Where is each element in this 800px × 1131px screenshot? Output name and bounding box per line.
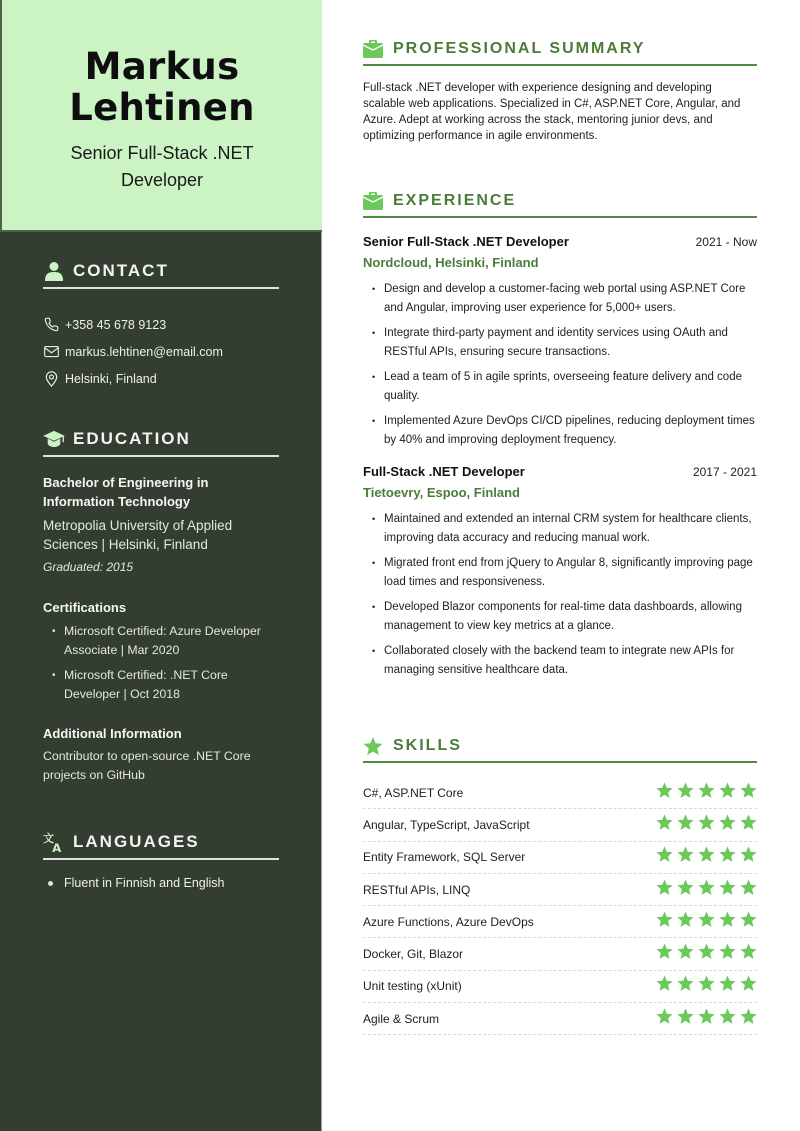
location-pin-icon xyxy=(43,371,59,387)
star-icon xyxy=(719,814,736,836)
skill-name: Entity Framework, SQL Server xyxy=(363,850,526,865)
star-icon xyxy=(656,911,673,933)
summary-section xyxy=(363,38,757,144)
contact-section xyxy=(43,259,279,392)
phone-icon xyxy=(43,317,59,333)
skill-name: Docker, Git, Blazor xyxy=(363,947,464,962)
job-company: Nordcloud, Helsinki, Finland xyxy=(363,255,539,270)
star-icon xyxy=(677,911,694,933)
star-icon xyxy=(363,736,383,756)
job-bullet: • Collaborated closely with the backend team to integrate new APIs for managing sensitive healthcare data. xyxy=(363,642,757,680)
star-icon xyxy=(698,975,715,997)
job-dates: 2017 - 2021 xyxy=(692,465,757,479)
skill-row xyxy=(363,971,757,1003)
job-bullet: • Maintained and extended an internal CRM system for healthcare clients, improving data accuracy and reducing manual work. xyxy=(363,510,757,548)
skill-row xyxy=(363,906,757,938)
skill-row xyxy=(363,938,757,970)
name-first: Markus xyxy=(84,45,240,88)
language-item: Fluent in Finnish and English xyxy=(43,876,279,890)
star-icon xyxy=(719,1008,736,1030)
name-header xyxy=(0,0,322,232)
skill-rating xyxy=(656,911,757,933)
certification-item: • Microsoft Certified: .NET Core Developer | Oct 2018 xyxy=(43,666,279,704)
job-header xyxy=(363,234,757,249)
star-icon xyxy=(740,943,757,965)
star-icon xyxy=(740,975,757,997)
skill-rating xyxy=(656,846,757,868)
contact-list xyxy=(43,311,279,392)
education-heading xyxy=(43,427,279,457)
skill-row xyxy=(363,842,757,874)
star-icon xyxy=(740,814,757,836)
summary-heading xyxy=(363,38,757,66)
job-bullet: • Migrated front end from jQuery to Angular 8, significantly improving page load times and responsiveness. xyxy=(363,554,757,592)
skill-name: Azure Functions, Azure DevOps xyxy=(363,914,534,929)
contact-heading-label: CONTACT xyxy=(73,261,169,280)
star-icon xyxy=(677,1008,694,1030)
star-icon xyxy=(677,975,694,997)
star-icon xyxy=(677,846,694,868)
star-icon xyxy=(698,1008,715,1030)
job-bullet: • Implemented Azure DevOps CI/CD pipelines, reducing deployment times by 40% and improving deployment frequency. xyxy=(363,412,757,450)
star-icon xyxy=(677,814,694,836)
job-title: Senior Full-Stack .NET Developer xyxy=(363,234,569,249)
experience-heading xyxy=(363,190,757,218)
summary-text: Full-stack .NET developer with experience designing and developing scalable web applications. Specialized in C#, ASP.NET Core, Angular, and Azure. Adept at working across the stack, mentoring junior devs, and optimizing performance in agile environments. xyxy=(363,82,741,142)
email-value: markus.lehtinen@email.com xyxy=(65,344,223,359)
job-dates: 2021 - Now xyxy=(695,235,757,249)
skill-rating xyxy=(656,975,757,997)
skill-row xyxy=(363,874,757,906)
degree: Bachelor of Engineering in Information Technology xyxy=(43,475,209,509)
skill-rating xyxy=(656,782,757,804)
certifications-list xyxy=(43,622,279,704)
star-icon xyxy=(656,879,673,901)
skill-row xyxy=(363,777,757,809)
contact-phone[interactable] xyxy=(43,311,279,338)
languages-heading-label: LANGUAGES xyxy=(73,832,200,851)
job-entry xyxy=(363,464,757,680)
job-title: Full-Stack .NET Developer xyxy=(363,464,525,479)
languages-list xyxy=(43,876,279,890)
job-bullet: • Developed Blazor components for real-time data dashboards, allowing management to view key metrics at a glance. xyxy=(363,598,757,636)
star-icon xyxy=(677,879,694,901)
graduation-date: Graduated: 2015 xyxy=(43,560,134,574)
star-icon xyxy=(698,846,715,868)
star-icon xyxy=(740,782,757,804)
skill-row xyxy=(363,1003,757,1035)
job-header xyxy=(363,464,757,479)
skill-rating xyxy=(656,1008,757,1030)
star-icon xyxy=(719,911,736,933)
star-icon xyxy=(656,782,673,804)
contact-email[interactable] xyxy=(43,338,279,365)
translate-icon xyxy=(43,831,65,853)
briefcase-icon xyxy=(363,39,383,59)
job-bullet: • Design and develop a customer-facing web portal using ASP.NET Core and Angular, improving user experience for 5,000+ users. xyxy=(363,280,757,318)
svg-text:文: 文 xyxy=(43,832,54,845)
job-entry xyxy=(363,234,757,450)
location-value: Helsinki, Finland xyxy=(65,371,157,386)
star-icon xyxy=(656,975,673,997)
skill-name: Angular, TypeScript, JavaScript xyxy=(363,817,530,832)
star-icon xyxy=(698,879,715,901)
star-icon xyxy=(656,1008,673,1030)
star-icon xyxy=(740,1008,757,1030)
star-icon xyxy=(719,846,736,868)
languages-heading xyxy=(43,830,279,860)
star-icon xyxy=(656,943,673,965)
job-bullets xyxy=(363,510,757,680)
star-icon xyxy=(719,879,736,901)
job-title: Senior Full-Stack .NET Developer xyxy=(70,143,254,190)
star-icon xyxy=(698,943,715,965)
star-icon xyxy=(677,943,694,965)
star-icon xyxy=(656,814,673,836)
star-icon xyxy=(719,943,736,965)
skill-row xyxy=(363,809,757,841)
skills-heading xyxy=(363,735,757,763)
skill-rating xyxy=(656,943,757,965)
job-bullet: • Integrate third-party payment and identity services using OAuth and RESTful APIs, ensuring secure transactions. xyxy=(363,324,757,362)
additional-info-heading: Additional Information xyxy=(43,726,182,741)
skill-rating xyxy=(656,814,757,836)
skills-section xyxy=(363,735,757,1035)
star-icon xyxy=(740,879,757,901)
svg-text:A: A xyxy=(52,841,62,853)
graduation-cap-icon xyxy=(43,428,65,450)
certifications-heading: Certifications xyxy=(43,600,127,615)
experience-heading-label: EXPERIENCE xyxy=(393,192,517,209)
job-bullet: • Lead a team of 5 in agile sprints, overseeing feature delivery and code quality. xyxy=(363,368,757,406)
languages-section xyxy=(43,830,279,890)
star-icon xyxy=(677,782,694,804)
skill-name: RESTful APIs, LINQ xyxy=(363,882,471,897)
candidate-name xyxy=(2,0,322,128)
phone-value: +358 45 678 9123 xyxy=(65,317,167,332)
name-last: Lehtinen xyxy=(69,86,255,129)
certification-item: • Microsoft Certified: Azure Developer Associate | Mar 2020 xyxy=(43,622,279,660)
skill-rating xyxy=(656,879,757,901)
school: Metropolia University of Applied Sciences | Helsinki, Finland xyxy=(43,518,233,552)
star-icon xyxy=(698,782,715,804)
star-icon xyxy=(656,846,673,868)
briefcase-icon xyxy=(363,191,383,211)
star-icon xyxy=(740,846,757,868)
experience-section xyxy=(363,190,757,686)
star-icon xyxy=(740,911,757,933)
star-icon xyxy=(698,911,715,933)
additional-info-text: Contributor to open-source .NET Core projects on GitHub xyxy=(43,749,251,782)
star-icon xyxy=(698,814,715,836)
skills-list xyxy=(363,777,757,1035)
skill-name: Agile & Scrum xyxy=(363,1011,440,1026)
skill-name: Unit testing (xUnit) xyxy=(363,979,462,994)
job-bullets xyxy=(363,280,757,450)
star-icon xyxy=(719,975,736,997)
star-icon xyxy=(719,782,736,804)
education-heading-label: EDUCATION xyxy=(73,429,191,448)
job-company: Tietoevry, Espoo, Finland xyxy=(363,485,520,500)
skills-heading-label: SKILLS xyxy=(393,737,462,754)
skill-name: C#, ASP.NET Core xyxy=(363,785,464,800)
user-icon xyxy=(43,260,65,282)
education-section xyxy=(43,427,279,785)
mail-icon xyxy=(43,344,59,360)
summary-heading-label: PROFESSIONAL SUMMARY xyxy=(393,40,646,57)
contact-heading xyxy=(43,259,279,289)
contact-location xyxy=(43,365,279,392)
sidebar xyxy=(0,0,322,1131)
